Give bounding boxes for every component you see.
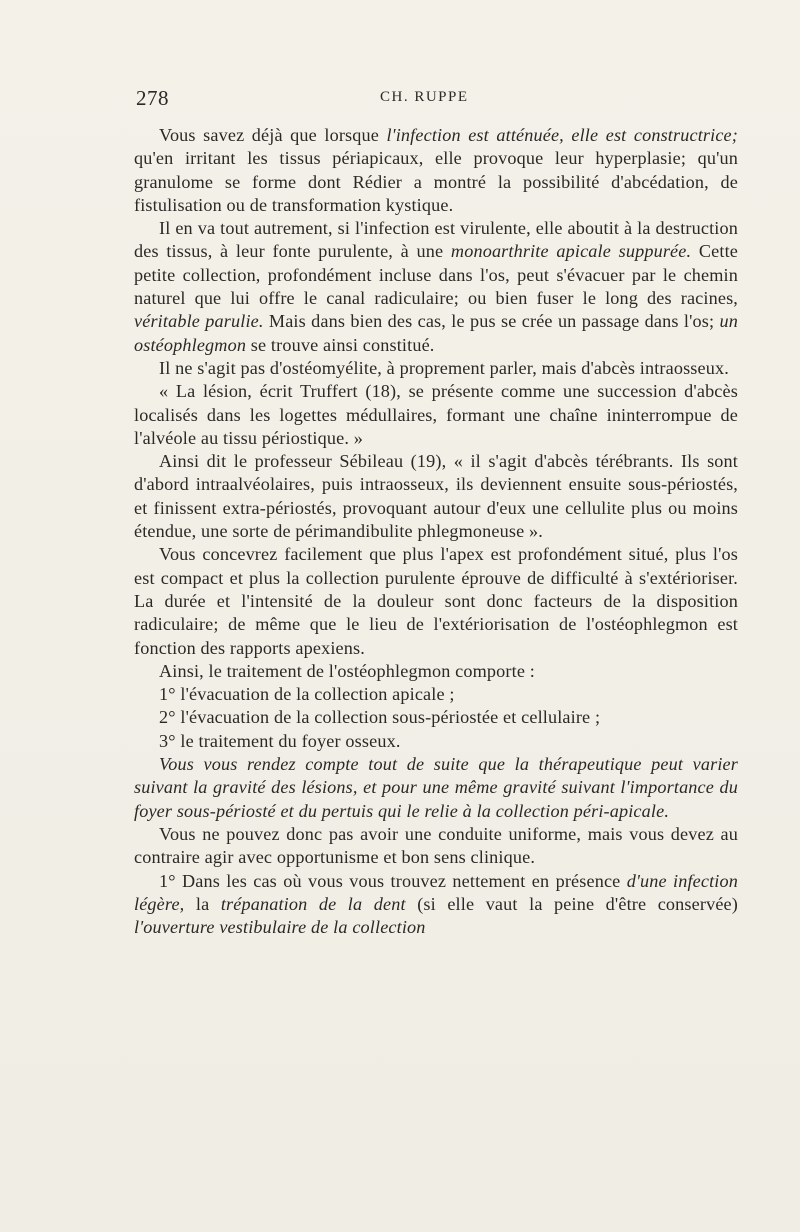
paragraph: [134, 730, 738, 753]
page-header: [136, 86, 736, 112]
paragraph: [134, 543, 738, 659]
running-head: CH. RUPPE: [380, 89, 469, 105]
text-run: la: [184, 893, 221, 914]
text-run: Vous concevrez facilement que plus l'apex est profondément situé, plus l'os est compact et plus la collection purulente éprouve de difficulté à s'extérioriser. La durée et l'intensité de la douleur sont donc facteurs de la disposition radiculaire; de même que le lieu de l'extériorisation de l'ostéophlegmon est fonction des rapports apexiens.: [134, 544, 738, 658]
text-run: Ainsi dit le professeur Sébileau (19), « il s'agit d'abcès térébrants. Ils sont d'abord intraalvéolaires, puis intraosseux, ils deviennent ensuite sous-périostés, et finissent extra-périostés, provoquant autour d'eux une cellulite plus ou moins étendue, une sorte de périmandibulite phlegmoneuse ».: [134, 451, 738, 542]
paragraph: [134, 823, 738, 870]
paragraph: [134, 450, 738, 543]
text-run: se trouve ainsi constitué.: [246, 334, 435, 355]
body-text: [134, 124, 738, 939]
page-number: 278: [136, 86, 169, 110]
paragraph: [134, 870, 738, 940]
text-run: Vous ne pouvez donc pas avoir une conduite uniforme, mais vous devez au contraire agir avec opportunisme et bon sens clinique.: [134, 823, 738, 868]
italic-text: monoarthrite apicale suppurée.: [450, 241, 692, 262]
text-run: 1° Dans les cas où vous vous trouvez nettement en présence: [159, 870, 627, 891]
italic-text: l'infection est atténuée, elle est constructrice;: [386, 125, 738, 145]
paragraph: [134, 380, 738, 450]
text-run: 3° le traitement du foyer osseux.: [159, 730, 401, 751]
text-run: 2° l'évacuation de la collection sous-périostée et cellulaire ;: [159, 707, 601, 728]
paragraph: [134, 753, 738, 823]
italic-text: un ostéophlegmon: [134, 311, 738, 355]
text-run: Mais dans bien des cas, le pus se crée un passage dans l'os;: [263, 311, 720, 332]
italic-text: véritable parulie.: [134, 311, 264, 332]
text-run: qu'en irritant les tissus périapicaux, elle provoque leur hyperplasie; qu'un granulome se forme dont Rédier a montré la possibilité d'abcédation, de fistulisation ou de transformation kystique.: [134, 148, 738, 215]
text-run: Cette petite collection, profondément incluse dans l'os, peut s'évacuer par le chemin naturel que lui offre le canal radiculaire; ou bien fuser le long des racines,: [134, 241, 738, 309]
paragraph: [134, 357, 738, 380]
italic-text: trépanation de la dent: [220, 893, 406, 914]
text-run: Vous savez déjà que lorsque: [159, 125, 387, 145]
paragraph: [134, 706, 738, 729]
text-run: Il ne s'agit pas d'ostéomyélite, à proprement parler, mais d'abcès intraosseux.: [159, 357, 729, 378]
paragraph: [134, 124, 738, 217]
text-run: 1° l'évacuation de la collection apicale ;: [159, 684, 455, 705]
italic-text: Vous vous rendez compte tout de suite que la thérapeutique peut varier suivant la gravité des lésions, et pour une même gravité suivant l'importance du foyer sous-périosté et du pertuis qui le relie à la collection péri-apicale.: [134, 754, 738, 821]
paragraph: [134, 660, 738, 683]
text-run: Ainsi, le traitement de l'ostéophlegmon comporte :: [159, 660, 535, 681]
text-run: Il en va tout autrement, si l'infection est virulente, elle aboutit à la destruction des tissus, à leur fonte purulente, à une: [134, 218, 738, 262]
text-run: (si elle vaut la peine d'être conservée): [405, 893, 738, 914]
italic-text: l'ouverture vestibulaire de la collection: [134, 917, 426, 938]
italic-text: d'une infection légère,: [134, 870, 738, 914]
paragraph: [134, 683, 738, 706]
text-run: « La lésion, écrit Truffert (18), se présente comme une succession d'abcès localisés dans les logettes médullaires, formant une chaîne ininterrompue de l'alvéole au tissu périostique. »: [134, 381, 738, 448]
paragraph: [134, 217, 738, 357]
